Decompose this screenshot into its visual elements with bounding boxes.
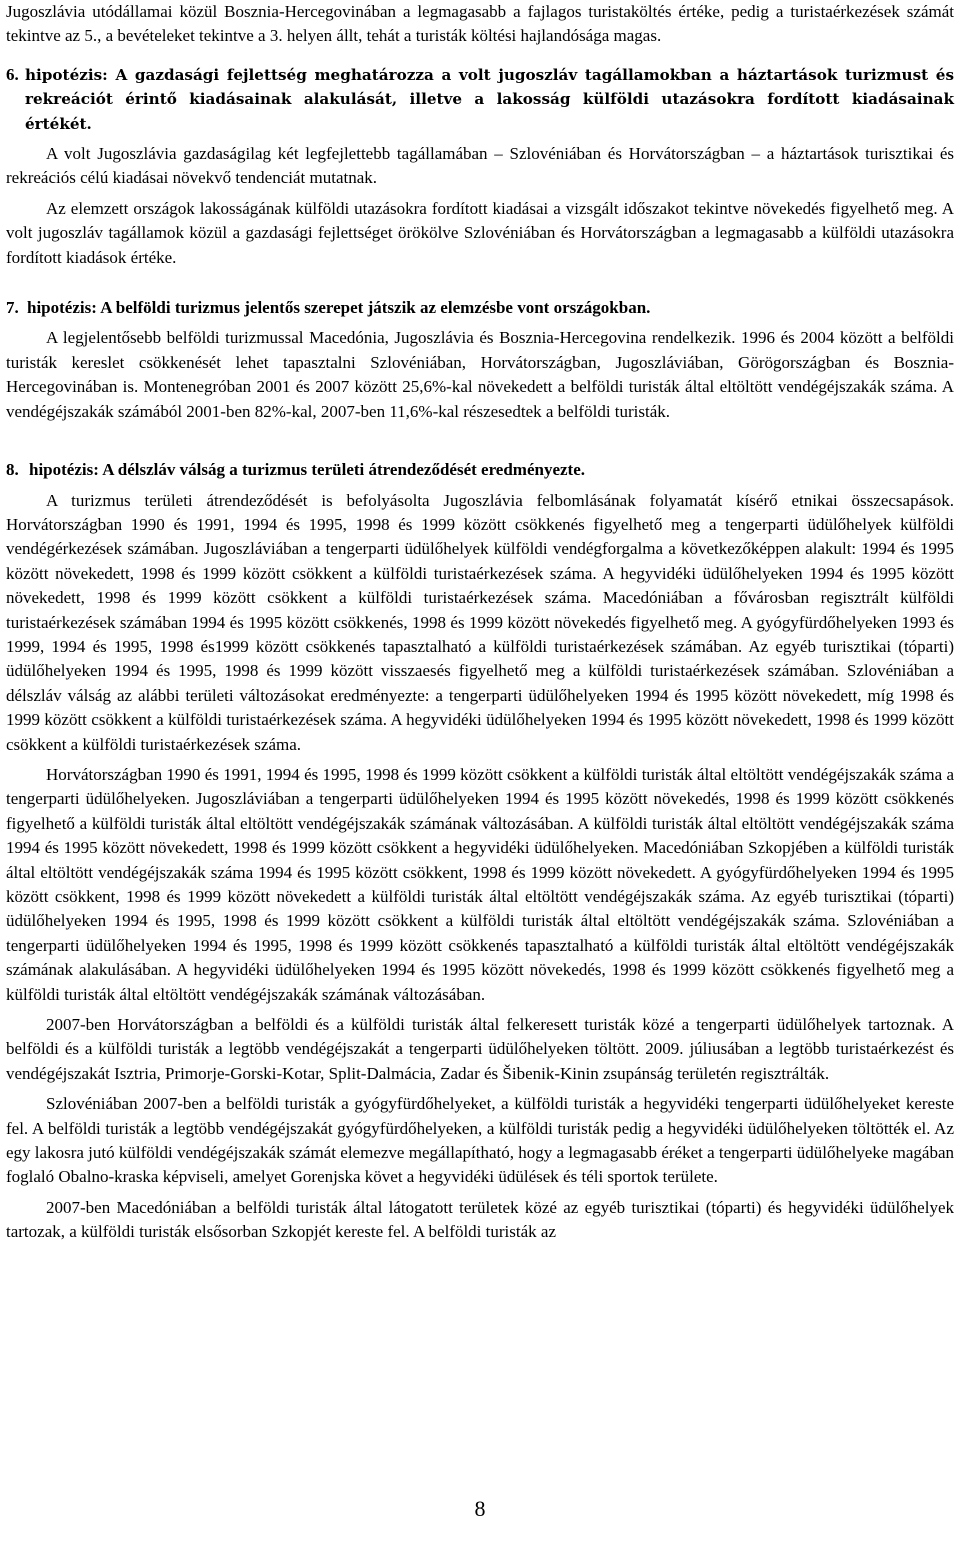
hypothesis-number: 6. xyxy=(6,64,19,84)
hypothesis-7-heading xyxy=(6,296,954,320)
hypothesis-6-paragraph-1: A volt Jugoszlávia gazdaságilag két legfejlettebb tagállamában – Szlovéniában és Horvátországban – a háztartások turisztikai és rekreációs célú kiadásai növekvő tendenciát mutatnak. xyxy=(6,144,954,188)
hypothesis-8-paragraph-4: Szlovéniában 2007-ben a belföldi turisták a gyógyfürdőhelyeket, a külföldi turisták a hegyvidéki tengerparti üdülőhelyeket kereste fel. A belföldi turisták a legtöbb vendégéjszakát gyógyfürdőhelyeken, a külföldi turisták pedig a hegyvidéki üdülőhelyeken töltötték el. Az egy lakosra jutó külföldi vendégéjszakák számát elemezve megállapítható, hogy a legmagasabb éréket a tengerparti üdülőhelyeke magában foglaló Obalno-kraska képviseli, amelyet Gorenjska követ a hegyvidéki üdülések és téli sportok területe. xyxy=(6,1094,954,1187)
hypothesis-8-paragraph-2: Horvátországban 1990 és 1991, 1994 és 1995, 1998 és 1999 között csökkent a külföldi turisták által eltöltött vendégéjszakák száma a tengerparti üdülőhelyeken. Jugoszláviában a tengerparti üdülőhelyeken 1994 és 1995 között növekedés, 1998 és 1999 között csökkenés figyelhető a külföldi turisták által eltöltött vendégéjszakák számának változásában. A külföldi turisták által eltöltött vendégéjszakák száma 1994 és 1995 között növekedett, 1998 és 1999 között csökkent a hegyvidéki üdülőhelyeken. Macedóniában Szkopjében a külföldi turisták által eltöltött vendégéjszakák száma 1994 és 1995 között csökkent, 1998 és 1999 között növekedett. A gyógyfürdőhelyeken 1994 és 1995 között csökkent, 1998 és 1999 között növekedett a külföldi turisták által eltöltött vendégéjszakák száma. Az egyéb turisztikai (tóparti) üdülőhelyeken 1994 és 1995, 1998 és 1999 között csökkent a külföldi turisták által eltöltött vendégéjszakák száma. Szlovéniában a tengerparti üdülőhelyeken 1994 és 1995, 1998 és 1999 között csökkenés tapasztalható a külföldi turisták által eltöltött vendégéjszakák számának alakulásában. A hegyvidéki üdülőhelyeken 1994 és 1995 között növekedés, 1998 és 1999 között csökkenés figyelhető meg a külföldi turisták által eltöltött vendégéjszakák számának változásában. xyxy=(6,764,954,1004)
hypothesis-number: 7. xyxy=(6,298,19,318)
hypothesis-8-paragraph-1: A turizmus területi átrendeződését is befolyásolta Jugoszlávia felbomlásának folyamatát kísérő etnikai összecsapások. Horvátországban 1990 és 1991, 1994 és 1995, 1998 és 1999 között csökkenés figyelhető meg a tengerparti üdülőhelyek külföldi vendégérkezések számában. Jugoszláviában a tengerparti üdülőhelyek külföldi vendégforgalma a következőképpen alakult: 1994 és 1995 között növekedett, 1998 és 1999 között csökkent a külföldi turistaérkezések száma. A hegyvidéki üdülőhelyeken 1994 és 1995 között növekedett, 1998 és 1999 között csökkent a külföldi turistaérkezések száma. Macedóniában a fővárosban regisztrált külföldi turistaérkezések számában 1994 és 1995 között csökkenés, 1998 és 1999 között növekedés figyelhető meg. A gyógyfürdőhelyeken 1993 és 1999, 1994 és 1995, 1998 és1999 között csökkenés tapasztalható a külföldi turistaérkezések számában. Az egyéb turisztikai (tóparti) üdülőhelyeken 1994 és 1995, 1998 és 1999 között visszaesés figyelhető meg a külföldi turistaérkezések számában. Szlovéniában a délszláv válság az alábbi területi változásokat eredményezte: a tengerparti üdülőhelyeken 1994 és 1995 között növekedett, míg 1998 és 1999 között csökkent a külföldi turistaérkezések száma. A hegyvidéki üdülőhelyeken 1994 és 1995 között növekedett, 1998 és 1999 között csökkent a külföldi turistaérkezések száma. xyxy=(6,490,954,754)
hypothesis-7-paragraph-1: A legjelentősebb belföldi turizmussal Macedónia, Jugoszlávia és Bosznia-Hercegovina rendelkezik. 1996 és 2004 között a belföldi turisták kereslet csökkenését lehet tapasztalni Szlovéniában, Horvátországban, Jugoszláviában, Görögországban és Bosznia-Hercegovinában is. Montenegróban 2001 és 2007 között 25,6%-kal növekedett a belföldi turisták által eltöltött vendégéjszakák száma. A vendégéjszakák számából 2001-ben 82%-kal, 2007-ben 11,6%-kal részesedtek a belföldi turisták. xyxy=(6,328,954,421)
hypothesis-title: hipotézis: A gazdasági fejlettség meghatározza a volt jugoszláv tagállamokban a háztartások turizmust és rekreációt érintő kiadásainak alakulását, illetve a lakosság külföldi utazásokra fordított kiadásainak értékét. xyxy=(25,65,954,133)
page-number: 8 xyxy=(474,1496,486,1521)
hypothesis-8-paragraph-5: 2007-ben Macedóniában a belföldi turisták által látogatott területek közé az egyéb turisztikai (tóparti) és hegyvidéki üdülőhelyek tartozak, a külföldi turisták elsősorban Szkopjét kereste fel. A belföldi turisták az xyxy=(6,1197,954,1242)
hypothesis-6-heading xyxy=(6,63,954,136)
hypothesis-title: hipotézis: A délszláv válság a turizmus területi átrendeződését eredményezte. xyxy=(29,460,586,480)
hypothesis-8-heading xyxy=(6,458,954,482)
hypothesis-8-paragraph-3: 2007-ben Horvátországban a belföldi és a külföldi turisták által felkeresett turisták közé a tengerparti üdülőhelyek tartoznak. A belföldi és a külföldi turisták a legtöbb vendégéjszakát a tengerparti üdülőhelyeken töltött. 2009. júliusában a legtöbb turistaérkezést és vendégéjszakát Isztria, Primorje-Gorski-Kotar, Split-Dalmácia, Zadar és Šibenik-Kinin zsupánság területén regisztrálták. xyxy=(6,1015,954,1083)
hypothesis-title: hipotézis: A belföldi turizmus jelentős szerepet játszik az elemzésbe vont országokban. xyxy=(27,298,651,318)
intro-paragraph: Jugoszlávia utódállamai közül Bosznia-Hercegovinában a legmagasabb a fajlagos turistaköltés értéke, pedig a turistaérkezések számát tekintve az 5., a bevételeket tekintve a 3. helyen állt, tehát a turisták költési hajlandósága magas. xyxy=(6,2,954,46)
hypothesis-number: 8. xyxy=(6,460,19,480)
document-page xyxy=(6,0,954,1245)
hypothesis-6-paragraph-2: Az elemzett országok lakosságának külföldi utazásokra fordított kiadásai a vizsgált időszakot tekintve növekedés figyelhető meg. A volt jugoszláv tagállamok közül a gazdasági fejlettséget örökölve Szlovéniában és Horvátországban a legmagasabb a külföldi utazásokra fordított kiadások értéke. xyxy=(6,198,954,267)
